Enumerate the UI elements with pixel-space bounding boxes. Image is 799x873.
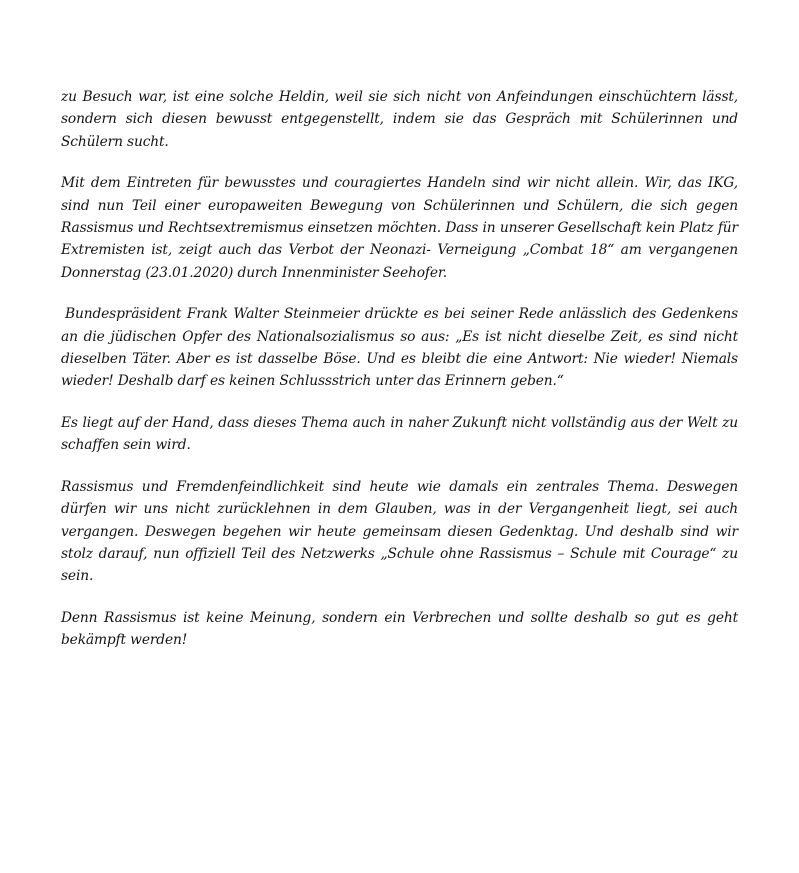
document-page xyxy=(61,86,738,671)
paragraph-heldin: zu Besuch war, ist eine solche Heldin, weil sie sich nicht von Anfeindungen einschüchtern lässt, sondern sich diesen bewusst entgegenstellt, indem sie das Gespräch mit Schülerinnen und Schülern sucht. xyxy=(61,89,738,150)
paragraph-rassismus-thema: Rassismus und Fremdenfeindlichkeit sind heute wie damals ein zentrales Thema. Deswegen dürfen wir uns nicht zurücklehnen in dem Glauben, was in der Vergangenheit liegt, sei auch vergangen. Deswegen begehen wir heute gemeinsam diesen Gedenktag. Und deshalb sind wir stolz darauf, nun offiziell Teil des Netzwerks „Schule ohne Rassismus – Schule mit Courage“ zu sein. xyxy=(61,478,738,585)
paragraph-steinmeier-quote: Bundespräsident Frank Walter Steinmeier drückte es bei seiner Rede anlässlich des Gedenkens an die jüdischen Opfer des Nationalsozialismus so aus: „Es ist nicht dieselbe Zeit, es sind nicht dieselben Täter. Aber es ist dasselbe Böse. Und es bleibt die eine Antwort: Nie wieder! Niemals wieder! Deshalb darf es keinen Schlussstrich unter das Erinnern geben.“ xyxy=(61,306,738,390)
paragraph-zukunft: Es liegt auf der Hand, dass dieses Thema auch in naher Zukunft nicht vollständig aus der Welt zu schaffen sein wird. xyxy=(61,414,738,454)
paragraph-bewegung: Mit dem Eintreten für bewusstes und couragiertes Handeln sind wir nicht allein. Wir, das IKG, sind nun Teil einer europaweiten Bewegung von Schülerinnen und Schülern, die sich gegen Rassismus und Rechtsextremismus einsetzen möchten. Dass in unserer Gesellschaft kein Platz für Extremisten ist, zeigt auch das Verbot der Neonazi- Verneigung „Combat 18“ am vergangenen Donnerstag (23.01.2020) durch Innenminister Seehofer. xyxy=(61,175,738,281)
paragraph-conclusion: Denn Rassismus ist keine Meinung, sondern ein Verbrechen und sollte deshalb so gut es geht bekämpft werden! xyxy=(61,609,738,649)
